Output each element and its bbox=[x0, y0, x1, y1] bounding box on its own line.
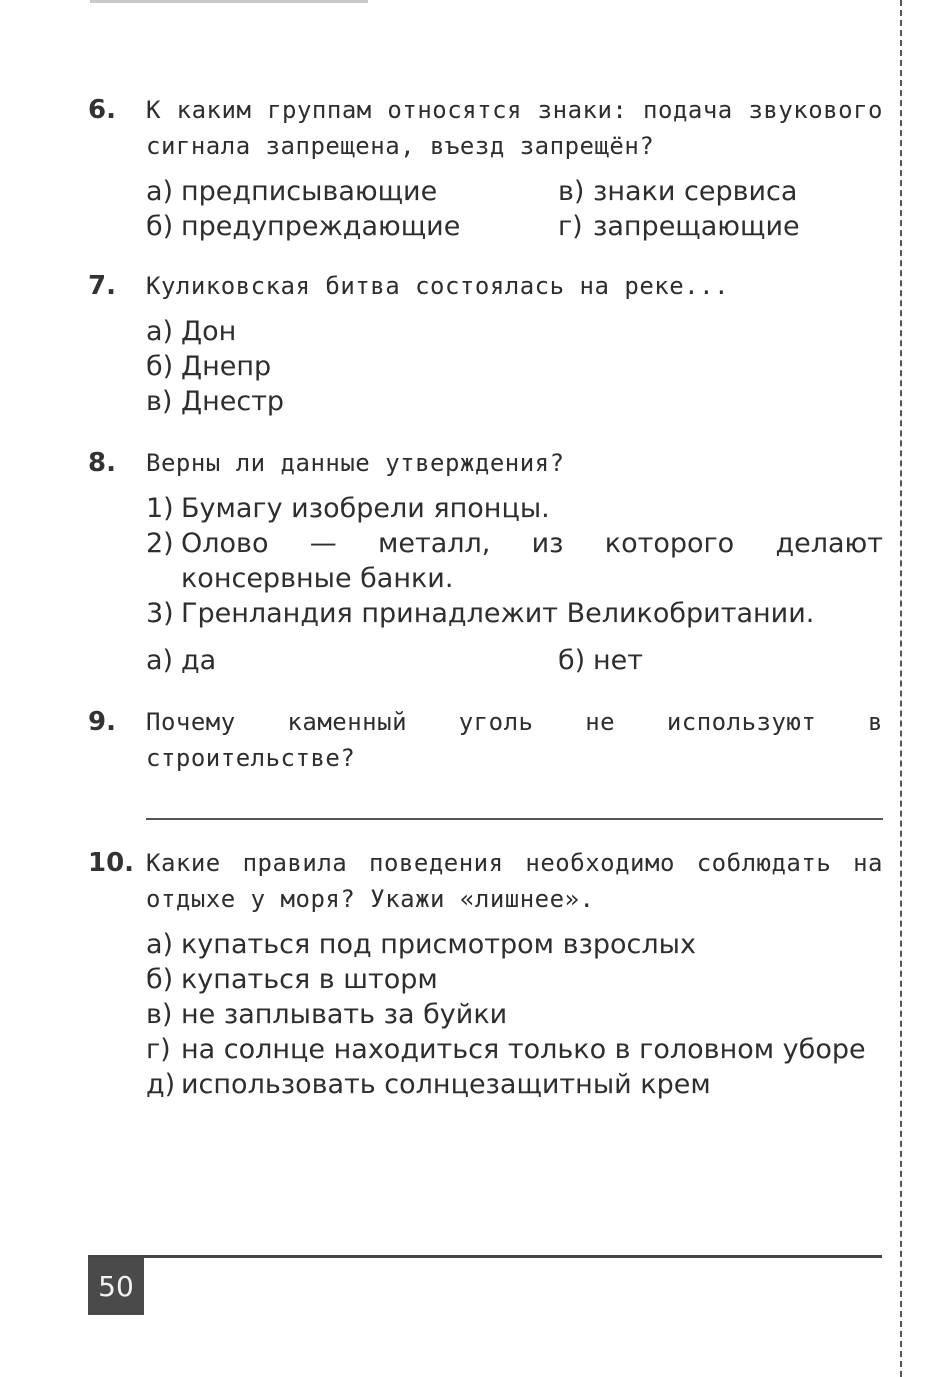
statement-2: 2) Олово — металл, из которого делают консервные банки. bbox=[146, 528, 883, 594]
question-number: 8. bbox=[88, 448, 116, 478]
option-v[interactable]: в) знаки сервиса bbox=[558, 176, 798, 207]
option-b[interactable]: б) предупреждающие bbox=[146, 211, 461, 242]
option-b[interactable]: б) Днепр bbox=[146, 351, 272, 382]
option-g[interactable]: г) запрещающие bbox=[558, 211, 800, 242]
question-number: 6. bbox=[88, 95, 116, 125]
answer-line[interactable] bbox=[146, 818, 883, 820]
question-number: 10. bbox=[88, 848, 135, 878]
question-number: 7. bbox=[88, 271, 116, 301]
cut-line bbox=[900, 0, 902, 1377]
question-number: 9. bbox=[88, 707, 116, 737]
option-a[interactable]: а) да bbox=[146, 645, 217, 676]
answer-options bbox=[146, 643, 883, 678]
option-d[interactable]: д) использовать солнцезащитный крем bbox=[146, 1069, 711, 1100]
option-v[interactable]: в) Днестр bbox=[146, 386, 285, 417]
question-8 bbox=[88, 445, 883, 678]
option-g[interactable]: г) на солнце находиться только в головном уборе bbox=[146, 1034, 866, 1065]
option-a[interactable]: а) предписывающие bbox=[146, 176, 438, 207]
question-10 bbox=[88, 845, 883, 1102]
option-v[interactable]: в) не заплывать за буйки bbox=[146, 999, 508, 1030]
option-b[interactable]: б) купаться в шторм bbox=[146, 964, 438, 995]
question-text: Какие правила поведения необходимо соблюдать на отдыхе у моря? Укажи «лишнее». bbox=[146, 849, 883, 913]
question-text: Верны ли данные утверждения? bbox=[146, 449, 565, 477]
statement-1: 1) Бумагу изобрели японцы. bbox=[146, 493, 550, 524]
option-b[interactable]: б) нет bbox=[558, 645, 643, 676]
answer-options bbox=[146, 314, 883, 419]
option-a[interactable]: а) купаться под присмотром взрослых bbox=[146, 929, 696, 960]
statement-3: 3) Гренландия принадлежит Великобритании. bbox=[146, 598, 815, 629]
question-text: Почему каменный уголь не используют в строительстве? bbox=[146, 708, 883, 772]
statements bbox=[146, 491, 883, 631]
question-text: К каким группам относятся знаки: подача звукового сигнала запрещена, въезд запрещён? bbox=[146, 96, 883, 160]
footer-rule bbox=[88, 1255, 882, 1258]
question-6 bbox=[88, 92, 883, 244]
option-a[interactable]: а) Дон bbox=[146, 316, 237, 347]
top-rule bbox=[90, 0, 368, 3]
question-text: Куликовская битва состоялась на реке... bbox=[146, 272, 730, 300]
answer-options bbox=[146, 927, 883, 1102]
page-number: 50 bbox=[88, 1258, 144, 1315]
question-9 bbox=[88, 704, 883, 820]
answer-options bbox=[146, 174, 883, 244]
question-7 bbox=[88, 268, 883, 419]
